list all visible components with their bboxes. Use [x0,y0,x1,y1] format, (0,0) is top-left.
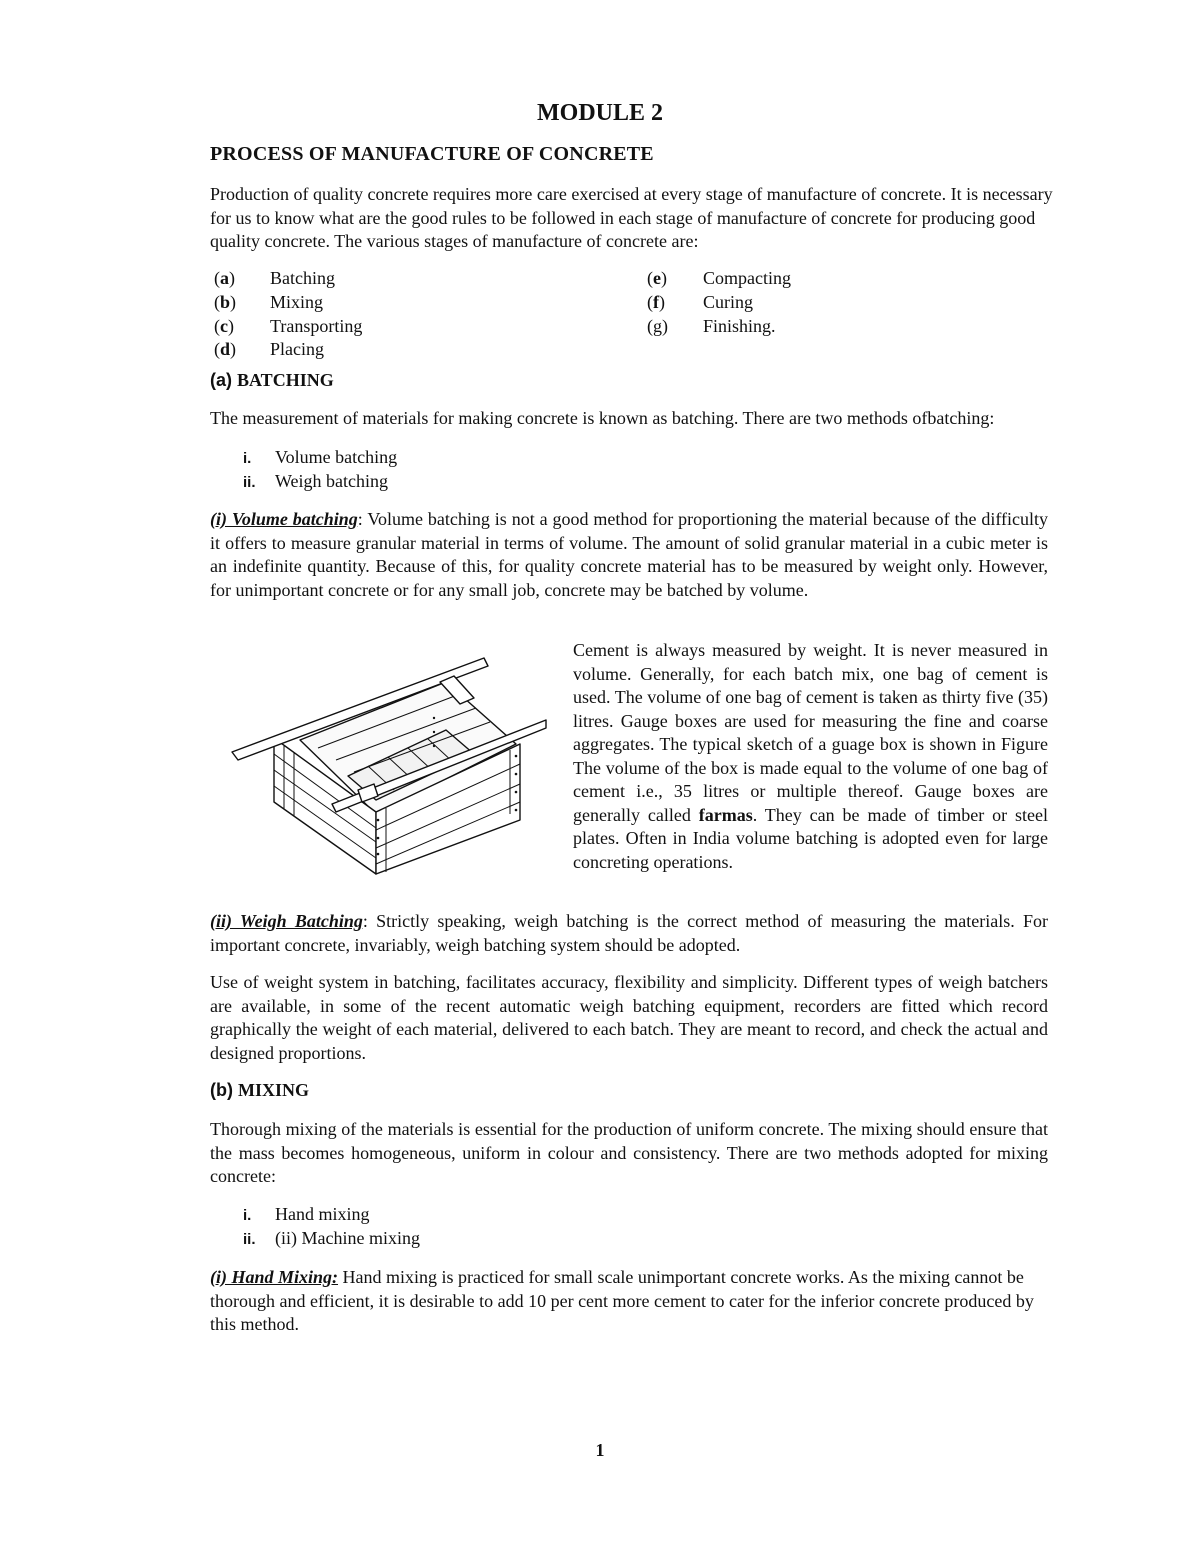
list-item: i. Volume batching [243,447,398,467]
mixing-definition: Thorough mixing of the materials is essential for the production of uniform concrete. The mixing should ensure that the mass becomes homogeneous, uniform in colour and consistency. There are two methods adopted for mixing concrete: [210,1119,1048,1186]
main-heading: PROCESS OF MANUFACTURE OF CONCRETE [210,143,654,165]
list-item: ii. Weigh batching [243,471,389,491]
stage-item: (d) Placing [214,339,324,359]
intro-paragraph: Production of quality concrete requires more care exercised at every stage of manufacture of concrete. It is necessary for us to know what are the good rules to be followed in each stage of manufacture of concrete for producing good quality concrete. The various stages of manufacture of concrete are: [210,184,1053,251]
weight-system-paragraph: Use of weight system in batching, facilitates accuracy, flexibility and simplicity. Different types of weigh batchers are available, in some of the recent automatic weigh batching equipment, recorders are fitted which record graphically the weight of each material, delivered to each batch. They are meant to record, and check the actual and designed proportions. [210,972,1048,1063]
weigh-batching-paragraph: (ii) Weigh Batching: Strictly speaking, weigh batching is the correct method of measuring the materials. For important concrete, invariably, weigh batching system should be adopted. [210,911,1049,955]
stage-item: (c) Transporting [214,316,363,336]
gauge-box-figure [228,652,550,878]
mixing-heading: (b) MIXING [210,1080,309,1100]
list-item: i. Hand mixing [243,1204,370,1224]
cement-paragraph: Cement is always measured by weight. It is never measured in volume. Generally, for each batch mix, one bag of cement is used. The volume of one bag of cement is taken as thirty five (35) litres. Gauge boxes are used for measuring the fine and coarse aggregates. The typical sketch of a guage box is shown in Figure The volume of the box is made equal to the volume of one bag of cement i.e., 35 litres or multiple thereof. Gauge boxes are generally called farmas. They can be made of timber or steel plates. Often in India volume batching is adopted even for large concreting operations. [573,640,1048,872]
stage-item: (a) Batching [214,268,335,288]
volume-batching-paragraph: (i) Volume batching: Volume batching is not a good method for proportioning the material because of the difficulty it offers to measure granular material in terms of volume. The amount of solid granular material in a cubic meter is an indefinite quantity. Because of this, for quality concrete material has to be measured by weight only. However, for unimportant concrete or for any small job, concrete may be batched by volume. [210,509,1048,600]
list-item: ii. (ii) Machine mixing [243,1228,420,1248]
stage-item: (g) Finishing. [647,316,776,336]
batching-definition: The measurement of materials for making concrete is known as batching. There are two methods ofbatching: [210,408,995,428]
stage-item: (e) Compacting [647,268,791,288]
stage-item: (b) Mixing [214,292,324,312]
module-title: MODULE 2 [537,100,663,126]
page-number: 1 [595,1440,605,1460]
batching-heading: (a) BATCHING [210,370,334,390]
stage-item: (f) Curing [647,292,754,312]
hand-mixing-paragraph: (i) Hand Mixing: Hand mixing is practiced for small scale unimportant concrete works. As the mixing cannot be thorough and efficient, it is desirable to add 10 per cent more cement to cater for the inferior concrete produced by this method. [210,1267,1034,1334]
